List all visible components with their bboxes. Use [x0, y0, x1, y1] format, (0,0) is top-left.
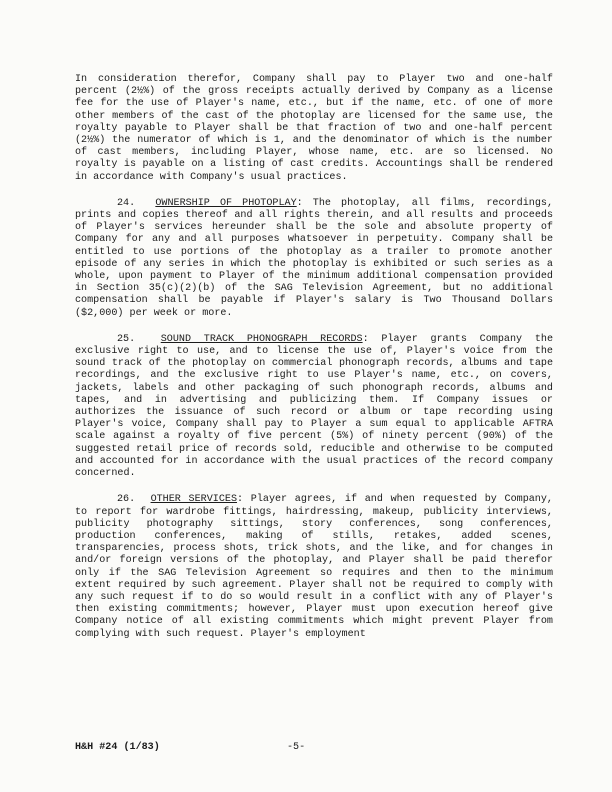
paragraph-number: 24. [117, 197, 136, 209]
paragraph-25-sound-track [75, 334, 553, 480]
section-heading: SOUND TRACK PHONOGRAPH RECORDS [160, 333, 363, 345]
paragraph-text: : Player grants Company the exclusive right to use, and to license the use of, Player's voice from the sound track of the photoplay on commercial phonograph records, albums and tape recordings, and the exclusive right to use Player's name, etc., on covers, jackets, labels and other packaging of such phonograph records, albums and tapes, and in advertising and publicizing them. If Company issues or authorizes the issuance of such record or album or tape recording using Player's voice, Company shall pay to Player a sum equal to applicable AFTRA scale against a royalty of five percent (5%) of ninety percent (90%) of the suggested retail price of records sold, reducible and otherwise to be computed and accounted for in accordance with the usual practices of the record company concerned. [75, 333, 554, 480]
section-heading: OWNERSHIP OF PHOTOPLAY [155, 197, 297, 209]
paragraph-24-ownership [75, 198, 553, 320]
paragraph-text: : The photoplay, all films, recordings, prints and copies thereof and all rights therein, and all results and proceeds of Player's services hereunder shall be the sole and absolute property of Company for any and all purposes whatsoever in perpetuity. Company shall be entitled to use portions of the photoplay as a trailer to promote another episode of any series in which the photoplay is exhibited or such series as a whole, upon payment to Player of the minimum additional compensation provided in Section 35(c)(2)(b) of the SAG Television Agreement, but no additional compensation shall be payable if Player's salary is Two Thousand Dollars ($2,000) per week or more. [75, 197, 554, 319]
section-heading: OTHER SERVICES [150, 494, 238, 506]
form-identifier: H&H #24 (1/83) [75, 742, 160, 753]
paragraph-26-other-services [75, 494, 553, 640]
page-number: -5- [287, 742, 306, 753]
paragraph-royalty-continuation [75, 74, 553, 184]
paragraph-text: : Player agrees, if and when requested by Company, to report for wardrobe fittings, hairdressing, makeup, publicity interviews, publicity photography sittings, story conferences, song conferences, production conferences, making of stills, retakes, added scenes, transparencies, process shots, trick shots, and the like, and for changes in and/or foreign versions of the photoplay, and Player shall be paid therefor only if the SAG Television Agreement so requires and then to the minimum extent required by such agreement. Player shall not be required to comply with any such request if to do so would result in a conflict with any of Player's then existing commitments; however, Player must upon execution hereof give Company notice of all existing commitments which might prevent Player from complying with such request. Player's employment [75, 494, 553, 640]
paragraph-number: 25. [117, 333, 136, 345]
paragraph-text: In consideration therefor, Company shall pay to Player two and one-half percent (2½%) of the gross receipts actually derived by Company as a license fee for the use of Player's name, etc., but if the name, etc. of one of more other members of the cast of the photoplay are licensed for the same use, the royalty payable to Player shall be that fraction of two and one-half percent (2½%) the numerator of which is 1, and the denominator of which is the number of cast members, including Player, whose name, etc. are so licensed. No royalty is payable on a listing of cast credits. Accountings shall be rendered in accordance with Company's usual practices. [75, 74, 553, 183]
paragraph-number: 26. [117, 494, 136, 506]
contract-body [75, 74, 553, 655]
